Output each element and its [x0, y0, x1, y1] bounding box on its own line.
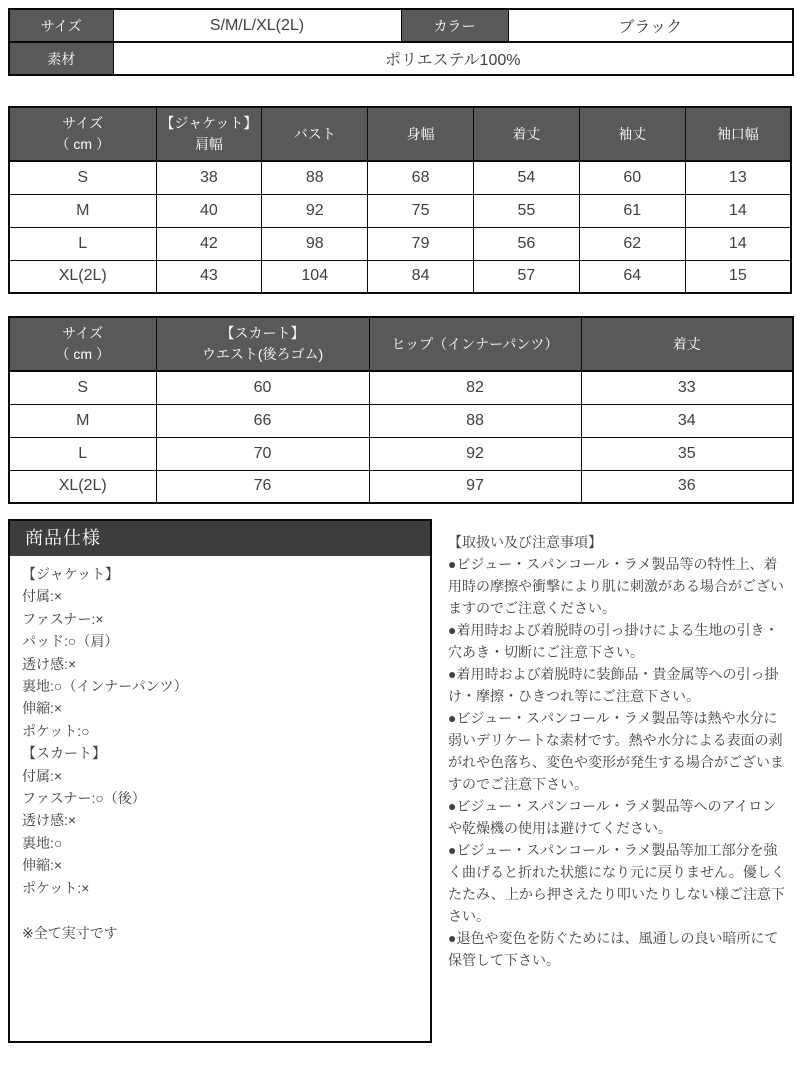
- spec-line: 裏地:○: [22, 834, 63, 851]
- skirt-waist-header: [156, 317, 369, 371]
- table-cell: 68: [368, 161, 474, 194]
- skirt-waist-label: ウエスト(後ろゴム): [201, 346, 324, 362]
- note-paragraph: ●ビジュー・スパンコール・ラメ製品等へのアイロンや乾燥機の使用は避けてください。: [448, 798, 777, 836]
- material-value-cell: ポリエステル100%: [113, 42, 793, 75]
- table-cell: 92: [262, 194, 368, 227]
- table-cell: 14: [685, 227, 791, 260]
- skirt-hip-header: ヒップ（インナーパンツ）: [369, 317, 581, 371]
- spec-line: 付属:×: [22, 588, 63, 605]
- table-cell: 54: [473, 161, 579, 194]
- size-cell: M: [9, 404, 156, 437]
- jacket-row-xl: [9, 260, 791, 293]
- size-cell: L: [9, 437, 156, 470]
- spec-line: 【スカート】: [22, 745, 106, 762]
- table-cell: 84: [368, 260, 474, 293]
- spec-line: 透け感:×: [22, 655, 77, 672]
- table-cell: 76: [156, 470, 369, 503]
- table-cell: 60: [156, 371, 369, 404]
- skirt-size-table: [8, 316, 794, 504]
- table-cell: 92: [369, 437, 581, 470]
- table-cell: 79: [368, 227, 474, 260]
- spec-title-bar: 商品仕様: [10, 521, 430, 556]
- table-cell: 70: [156, 437, 369, 470]
- spec-line: 透け感:×: [22, 812, 77, 829]
- table-cell: 38: [156, 161, 262, 194]
- notes-title: 【取扱い及び注意事項】: [448, 534, 602, 550]
- material-label-cell: 素材: [9, 42, 113, 75]
- jacket-cuff-header: 袖口幅: [685, 107, 791, 161]
- note-paragraph: ●ビジュー・スパンコール・ラメ製品等は熱や水分に弱いデリケートな素材です。熱や水分による表面の剥がれや色落ち、変色や変形が発生する場合がございますのでご注意下さい。: [448, 710, 784, 792]
- table-cell: 14: [685, 194, 791, 227]
- table-cell: 43: [156, 260, 262, 293]
- table-cell: 34: [581, 404, 793, 437]
- table-cell: 97: [369, 470, 581, 503]
- spec-line: 【ジャケット】: [22, 566, 120, 582]
- skirt-size-header: [9, 317, 156, 371]
- note-paragraph: ●ビジュー・スパンコール・ラメ製品等加工部分を強く曲げると折れた状態になり元に戻りません。優しくたたみ、上から押さえたり叩いたりしない様ご注意下さい。: [448, 842, 785, 924]
- skirt-row-l: [9, 437, 793, 470]
- table-cell: 88: [262, 161, 368, 194]
- spec-line: 伸縮:×: [22, 700, 63, 717]
- summary-row-material: [9, 42, 793, 75]
- table-cell: 88: [369, 404, 581, 437]
- jacket-header-row: [9, 107, 791, 161]
- jacket-shoulder-header: [156, 107, 262, 161]
- skirt-size-header-line1: サイズ: [62, 325, 104, 341]
- spec-line: ポケット:○: [22, 722, 90, 739]
- size-cell: XL(2L): [9, 470, 156, 503]
- skirt-group-label: 【スカート】: [220, 325, 305, 341]
- table-cell: 61: [579, 194, 685, 227]
- spec-line: 裏地:○（インナーパンツ）: [22, 678, 188, 695]
- size-cell: S: [9, 161, 156, 194]
- skirt-row-xl: [9, 470, 793, 503]
- table-cell: 56: [473, 227, 579, 260]
- table-cell: 15: [685, 260, 791, 293]
- skirt-size-header-line2: （ cm ）: [55, 346, 110, 362]
- summary-table: [8, 8, 794, 76]
- table-cell: 42: [156, 227, 262, 260]
- table-cell: 13: [685, 161, 791, 194]
- summary-row-size-color: [9, 9, 793, 42]
- jacket-size-header-line1: サイズ: [62, 115, 104, 131]
- spec-lines: [10, 556, 430, 944]
- table-cell: 66: [156, 404, 369, 437]
- table-cell: 64: [579, 260, 685, 293]
- size-label-cell: サイズ: [9, 9, 113, 42]
- table-cell: 35: [581, 437, 793, 470]
- skirt-header-row: [9, 317, 793, 371]
- jacket-length-header: 着丈: [473, 107, 579, 161]
- spec-line: ポケット:×: [22, 879, 90, 896]
- jacket-group-label: 【ジャケット】: [160, 115, 258, 131]
- jacket-size-table: [8, 106, 792, 294]
- size-cell: S: [9, 371, 156, 404]
- spec-line: ファスナー:○（後）: [22, 790, 146, 807]
- jacket-row-m: [9, 194, 791, 227]
- product-spec-box: [8, 519, 432, 1043]
- table-cell: 55: [473, 194, 579, 227]
- notes-list: [448, 553, 790, 971]
- note-paragraph: ●ビジュー・スパンコール・ラメ製品等の特性上、着用時の摩擦や衝撃により肌に刺激がある場合がございますのでご注意ください。: [448, 556, 784, 616]
- spec-line: 伸縮:×: [22, 857, 63, 874]
- jacket-row-s: [9, 161, 791, 194]
- spec-line: ※全て実寸です: [22, 924, 118, 941]
- note-paragraph: ●着用時および着脱時の引っ掛けによる生地の引き・穴あき・切断にご注意下さい。: [448, 622, 779, 660]
- note-paragraph: ●退色や変色を防ぐためには、風通しの良い暗所にて保管して下さい。: [448, 930, 779, 968]
- handling-notes: [432, 519, 792, 1043]
- table-cell: 33: [581, 371, 793, 404]
- jacket-bust-header: バスト: [262, 107, 368, 161]
- spec-line: [22, 899, 418, 921]
- jacket-size-header-line2: （ cm ）: [55, 136, 110, 152]
- table-cell: 36: [581, 470, 793, 503]
- table-cell: 60: [579, 161, 685, 194]
- spec-line: ファスナー:×: [22, 610, 104, 627]
- size-value-cell: S/M/L/XL(2L): [113, 9, 401, 42]
- spec-line: 付属:×: [22, 767, 63, 784]
- color-label-cell: カラー: [401, 9, 508, 42]
- jacket-width-header: 身幅: [368, 107, 474, 161]
- skirt-length-header: 着丈: [581, 317, 793, 371]
- skirt-row-s: [9, 371, 793, 404]
- table-cell: 82: [369, 371, 581, 404]
- size-cell: L: [9, 227, 156, 260]
- skirt-row-m: [9, 404, 793, 437]
- jacket-shoulder-label: 肩幅: [194, 136, 223, 152]
- color-value-cell: ブラック: [508, 9, 793, 42]
- jacket-sleeve-header: 袖丈: [579, 107, 685, 161]
- table-cell: 104: [262, 260, 368, 293]
- table-cell: 62: [579, 227, 685, 260]
- size-cell: XL(2L): [9, 260, 156, 293]
- bottom-section: [8, 519, 792, 1043]
- table-cell: 40: [156, 194, 262, 227]
- jacket-row-l: [9, 227, 791, 260]
- jacket-size-header: [9, 107, 156, 161]
- table-cell: 75: [368, 194, 474, 227]
- table-cell: 57: [473, 260, 579, 293]
- spec-line: パッド:○（肩）: [22, 633, 119, 650]
- note-paragraph: ●着用時および着脱時に装飾品・貴金属等への引っ掛け・摩擦・ひきつれ等にご注意下さい。: [448, 666, 779, 704]
- size-cell: M: [9, 194, 156, 227]
- table-cell: 98: [262, 227, 368, 260]
